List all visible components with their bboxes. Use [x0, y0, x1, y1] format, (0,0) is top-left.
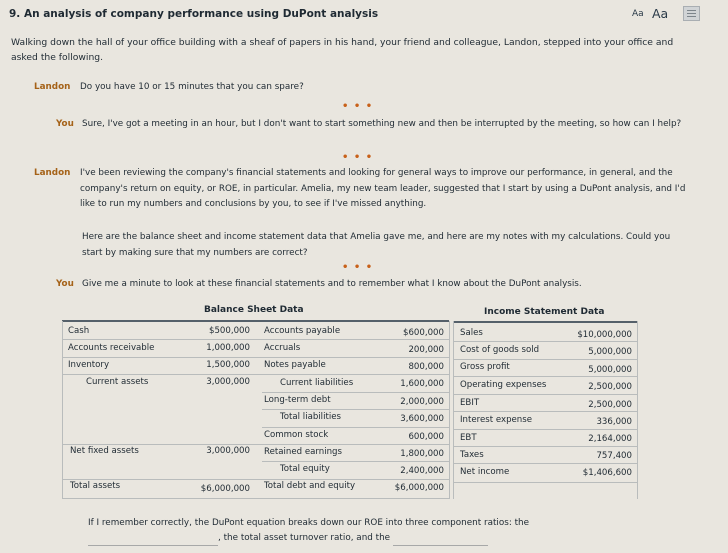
intro-text: Walking down the hall of your office building with a sheaf of papers in his hand, your friend and colleague, Landon, stepped into your office and asked the following.	[11, 37, 674, 63]
font-size-decrease-button[interactable]: Aa	[632, 9, 644, 19]
dialogue-message: Here are the balance sheet and income statement data that Amelia gave me, and here are my notes with my calculations. Could you start by making sure that my numbers are correct?	[82, 232, 671, 258]
income-label: Cost of goods sold	[460, 345, 540, 355]
liability-value: 2,000,000	[400, 397, 444, 407]
income-value: 2,500,000	[588, 382, 632, 392]
liability-value: 1,800,000	[400, 449, 444, 459]
liability-value: $6,000,000	[394, 483, 444, 493]
asset-value: $500,000	[208, 326, 250, 336]
income-value: 5,000,000	[588, 365, 632, 375]
income-value: $10,000,000	[577, 330, 632, 340]
financial-statements-table	[62, 303, 638, 503]
income-label: EBT	[460, 433, 477, 443]
income-value: $1,406,600	[582, 468, 632, 478]
asset-value: 1,500,000	[206, 360, 250, 370]
dialogue-message: Give me a minute to look at these financial statements and to remember what I know about the DuPont analysis.	[82, 279, 582, 289]
asset-value: 1,000,000	[206, 343, 250, 353]
first-ratio-answer-blank[interactable]	[88, 536, 218, 546]
ellipsis-icon: • • •	[342, 152, 374, 163]
liability-label: Long-term debt	[264, 395, 331, 405]
speaker-you: You	[56, 119, 74, 129]
speaker-you: You	[56, 279, 74, 289]
asset-value: $6,000,000	[200, 484, 250, 494]
liability-label: Total equity	[280, 464, 330, 474]
calculator-icon[interactable]	[683, 6, 700, 21]
income-label: Net income	[460, 467, 510, 477]
liability-label: Retained earnings	[264, 447, 342, 457]
speaker-landon: Landon	[34, 168, 71, 178]
asset-value: 3,000,000	[206, 446, 250, 456]
income-value: 2,164,000	[588, 434, 632, 444]
liability-value: 200,000	[408, 345, 444, 355]
dupont-line-1: If I remember correctly, the DuPont equation breaks down our ROE into three component ratios: the	[88, 518, 530, 528]
font-size-increase-button[interactable]: Aa	[652, 6, 669, 21]
income-statement-title: Income Statement Data	[484, 307, 605, 317]
income-label: EBIT	[460, 398, 480, 408]
dialogue-message: Sure, I've got a meeting in an hour, but I don't want to start something new and then be interrupted by the meeting, so how can I help?	[82, 119, 682, 129]
asset-label: Net fixed assets	[70, 446, 139, 456]
liability-value: 600,000	[408, 432, 444, 442]
balance-sheet-title: Balance Sheet Data	[204, 305, 304, 315]
speaker-landon: Landon	[34, 82, 71, 92]
asset-value: 3,000,000	[206, 377, 250, 387]
income-value: 336,000	[596, 417, 632, 427]
dialogue-message: I've been reviewing the company's financial statements and looking for general ways to improve our performance, in general, and the company's return on equity, or ROE, in particular. Amelia, my new team leader, suggested that I start by using a DuPont analysis, and I'd like to run my numbers and conclusions by you, to see if I've missed anything.	[80, 168, 686, 209]
question-title: 9. An analysis of company performance using DuPont analysis	[9, 8, 379, 20]
ellipsis-icon: • • •	[342, 101, 374, 112]
dialogue-message: Do you have 10 or 15 minutes that you can spare?	[80, 82, 304, 92]
liability-value: $600,000	[402, 328, 444, 338]
liability-value: 1,600,000	[400, 379, 444, 389]
liability-label: Common stock	[264, 430, 329, 440]
income-value: 5,000,000	[588, 347, 632, 357]
dupont-line-2: , the total asset turnover ratio, and the	[218, 533, 391, 543]
liability-value: 2,400,000	[400, 466, 444, 476]
liability-label: Notes payable	[264, 360, 326, 370]
liability-label: Total liabilities	[280, 412, 341, 422]
asset-label: Total assets	[70, 481, 121, 491]
income-label: Operating expenses	[460, 380, 547, 390]
dupont-question-text	[88, 516, 529, 546]
asset-label: Current assets	[86, 377, 149, 387]
asset-label: Accounts receivable	[68, 343, 155, 353]
income-label: Taxes	[460, 450, 484, 460]
income-value: 757,400	[596, 451, 632, 461]
liability-label: Current liabilities	[280, 378, 354, 388]
asset-label: Cash	[68, 326, 90, 336]
income-label: Interest expense	[460, 415, 533, 425]
liability-label: Total debt and equity	[264, 481, 356, 491]
income-label: Sales	[460, 328, 483, 338]
liability-label: Accounts payable	[264, 326, 341, 336]
ellipsis-icon: • • •	[342, 262, 374, 273]
income-label: Gross profit	[460, 362, 510, 372]
liability-value: 3,600,000	[400, 414, 444, 424]
liability-value: 800,000	[408, 362, 444, 372]
third-ratio-answer-blank[interactable]	[393, 536, 488, 546]
asset-label: Inventory	[68, 360, 110, 370]
liability-label: Accruals	[264, 343, 301, 353]
income-value: 2,500,000	[588, 400, 632, 410]
